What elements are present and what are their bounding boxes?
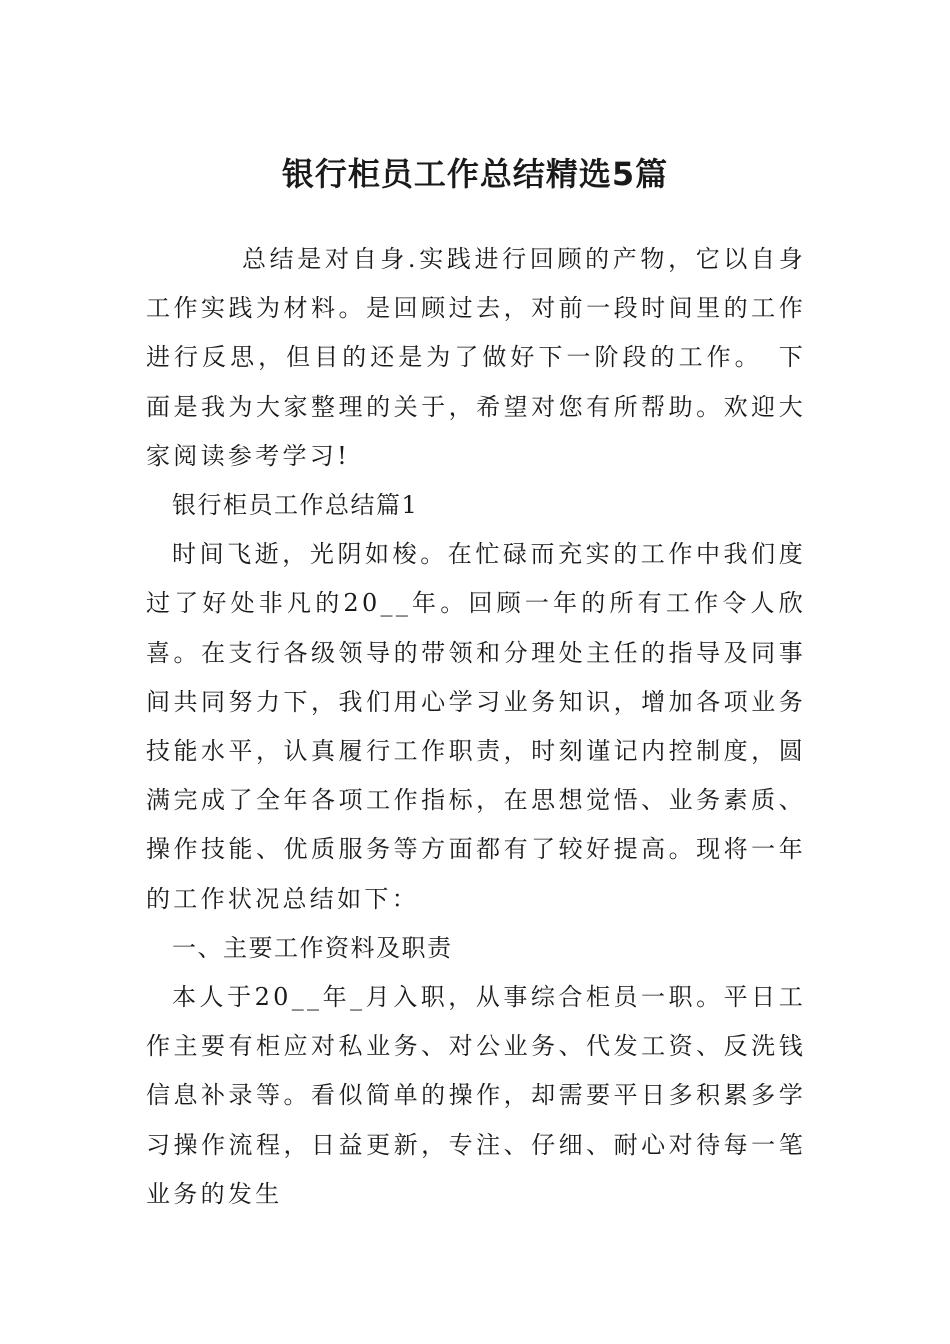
document-body (146, 235, 806, 1219)
body-paragraph: 本人于20__年_月入职，从事综合柜员一职。平日工作主要有柜应对私业务、对公业务、代发工资、反洗钱信息补录等。看似简单的操作，却需要平日多积累多学习操作流程，日益更新，专注、仔细、耐心对待每一笔业务的发生 (146, 983, 806, 1208)
document-title: 银行柜员工作总结精选5篇 (281, 155, 669, 194)
intro-paragraph: 总结是对自身.实践进行回顾的产物，它以自身工作实践为材料。是回顾过去，对前一段时间里的工作进行反思，但目的还是为了做好下一阶段的工作。 下面是我为大家整理的关于，希望对您有所帮助。欢迎大家阅读参考学习! (146, 245, 806, 470)
section-heading: 银行柜员工作总结篇1 (172, 491, 419, 520)
body-paragraph: 时间飞逝，光阴如梭。在忙碌而充实的工作中我们度过了好处非凡的20__年。回顾一年的所有工作令人欣喜。在支行各级领导的带领和分理处主任的指导及同事间共同努力下，我们用心学习业务知识，增加各项业务技能水平，认真履行工作职责，时刻谨记内控制度，圆满完成了全年各项工作指标，在思想觉悟、业务素质、操作技能、优质服务等方面都有了较好提高。现将一年的工作状况总结如下： (146, 540, 806, 913)
subsection-heading: 一、主要工作资料及职责 (172, 933, 453, 962)
